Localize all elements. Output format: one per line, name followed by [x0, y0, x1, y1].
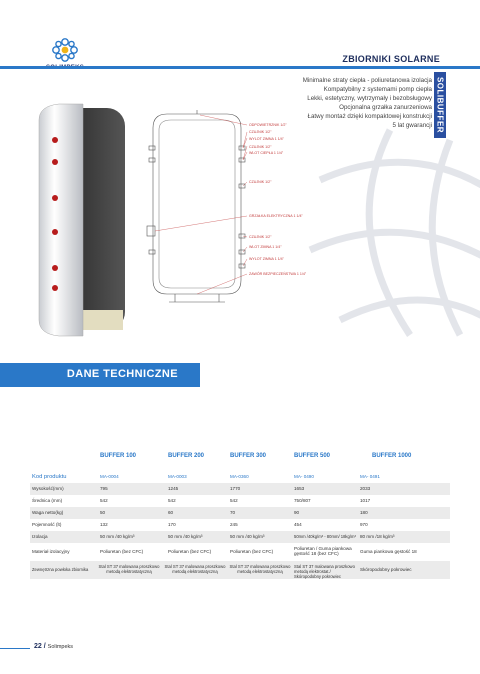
table-cell: Materiał izolacyjny — [32, 549, 70, 554]
table-cell: 245 — [230, 522, 238, 527]
table-cell: 132 — [100, 522, 108, 527]
model-heading: BUFFER 200 — [168, 453, 205, 459]
table-cell: 542 — [230, 498, 238, 503]
table-cell: 2033 — [360, 486, 371, 491]
footer-brand: Solimpeks — [47, 644, 74, 650]
table-cell: 1653 — [294, 486, 305, 491]
diagram-label: CZUJNIK 1/2" — [249, 130, 272, 134]
header-divider — [0, 66, 480, 69]
table-cell: 50 mm /40 kg/m³ — [100, 534, 135, 539]
diagram-label: CZUJNIK 1/2" — [249, 180, 272, 184]
product-line-tab — [434, 72, 446, 138]
table-cell: 50 — [100, 510, 106, 515]
table-header-cell: MA-0004 — [100, 474, 119, 479]
page-number: 22 — [34, 643, 42, 650]
table-header-cell: MA-0360 — [230, 474, 249, 479]
diagram-label: CZUJNIK 1/2" — [249, 235, 272, 239]
table-cell: Pojemność (lt) — [32, 522, 62, 527]
table-cell: 454 — [294, 522, 302, 527]
table-cell: 795 — [100, 486, 108, 491]
diagram-label: WLOT CIEPŁA 1 1/4" — [249, 151, 284, 155]
table-header-cell: MA-0003 — [168, 474, 187, 479]
table-cell: Stal ST 37 malowana proszkowo metodą elektrostatyczną — [164, 564, 226, 574]
table-cell: 90 — [294, 510, 300, 515]
globe-watermark-icon — [300, 120, 480, 340]
table-cell: Zewnętrzna powłoka zbiornika — [32, 567, 89, 572]
footer-divider — [0, 648, 30, 649]
table-cell: 50 mm /40 kg/m³ — [168, 534, 203, 539]
table-row — [30, 543, 450, 561]
table-header-cell: MA- 0490 — [294, 474, 314, 479]
product-line-label: SOLIBUFFER — [435, 76, 445, 134]
table-cell: Stal ST 37 malowana proszkowo metodą elektrostatyczną — [229, 564, 291, 574]
model-heading: BUFFER 300 — [230, 453, 267, 459]
table-cell: 50mm /40kg/m³ - 80mm/ 18kg/m³ — [294, 534, 356, 539]
technical-diagram — [145, 110, 315, 310]
diagram-label: WLOT ZIMNA 1 1/4" — [249, 245, 282, 249]
table-cell: Guma piankowa gęstość 18 — [360, 549, 417, 554]
table-cell: 50 mm /40 kg/m³ — [230, 534, 265, 539]
model-heading: BUFFER 500 — [294, 453, 331, 459]
table-cell: Średnica (mm) — [32, 498, 63, 503]
section-title: DANE TECHNICZNE — [66, 368, 178, 380]
brand-logo — [38, 36, 92, 76]
page-footer — [34, 643, 73, 650]
table-header-cell: MA- 0491 — [360, 474, 380, 479]
table-cell: Skóropodobny pokrowiec — [360, 567, 412, 572]
diagram-label: GRZAŁKA ELEKTRYCZNA 1 1/4" — [249, 214, 303, 218]
page-title: ZBIORNIKI SOLARNE — [342, 54, 440, 64]
feature-item: Lekki, estetyczny, wytrzymały i bezobsługowy — [307, 95, 432, 102]
tank-drawing-icon — [145, 110, 315, 310]
table-row — [30, 507, 450, 519]
feature-item: Łatwy montaż dzięki kompaktowej konstrukcji — [307, 113, 432, 120]
diagram-label: WYLOT ZIMNA 1 1/4" — [249, 137, 284, 141]
feature-item: Minimalne straty ciepła - poliuretanowa izolacja — [302, 77, 432, 84]
table-cell: 70 — [230, 510, 236, 515]
table-cell: 180 — [360, 510, 368, 515]
table-cell: Poliuretan (bez CFC) — [230, 549, 274, 554]
logo-mark-icon — [50, 36, 80, 64]
diagram-label: CZUJNIK 1/2" — [249, 145, 272, 149]
table-cell: 750/807 — [294, 498, 311, 503]
feature-item: 5 lat gwarancji — [392, 122, 432, 129]
table-row — [30, 561, 450, 579]
table-cell: 1245 — [168, 486, 179, 491]
model-heading: BUFFER 1000 — [372, 453, 412, 459]
table-cell: Wysokość(mm) — [32, 486, 64, 491]
diagram-label: ZAWÓR BEZPIECZEŃSTWA 1 1/4" — [249, 272, 307, 276]
table-cell: 970 — [360, 522, 368, 527]
table-header-row — [30, 471, 450, 483]
table-cell: 1017 — [360, 498, 371, 503]
table-cell: Stal ST 37 malowana proszkowo metodą elektrostat./ Skóropodobny pokrowiec — [294, 564, 355, 579]
table-cell: Waga netto(kg) — [32, 510, 64, 515]
table-row — [30, 531, 450, 543]
tank-product-image — [33, 100, 133, 340]
table-cell: 60 — [168, 510, 174, 515]
table-cell: 542 — [168, 498, 176, 503]
table-cell: Stal ST 37 malowana proszkowo metodą elektrostatyczną — [98, 564, 160, 574]
diagram-label: WYLOT ZIMNA 1 1/4" — [249, 257, 284, 261]
feature-item: Kompatybilny z systemami pomp ciepła — [323, 86, 432, 93]
table-row — [30, 483, 450, 495]
table-cell: 542 — [100, 498, 108, 503]
table-cell: 170 — [168, 522, 176, 527]
table-cell: 80 mm /18 kg/m³ — [360, 534, 395, 539]
table-cell: Izolacja — [32, 534, 48, 539]
table-row — [30, 495, 450, 507]
table-cell: 1770 — [230, 486, 241, 491]
table-cell: Poliuretan (bez CFC) — [168, 549, 212, 554]
diagram-label: ODPOWIETRZNIK 1/2" — [249, 123, 287, 127]
table-cell: Poliuretan (bez CFC) — [100, 549, 144, 554]
section-header — [0, 363, 200, 387]
table-row — [30, 519, 450, 531]
model-heading: BUFFER 100 — [100, 453, 137, 459]
feature-item: Opcjonalna grzałka zanurzeniowa — [339, 104, 432, 111]
page-separator: / — [43, 643, 46, 650]
table-header-cell: Kod produktu — [32, 474, 67, 480]
table-cell: Poliuretan / Guma piankowa gęstość 18 (bez CFC) — [294, 546, 352, 556]
